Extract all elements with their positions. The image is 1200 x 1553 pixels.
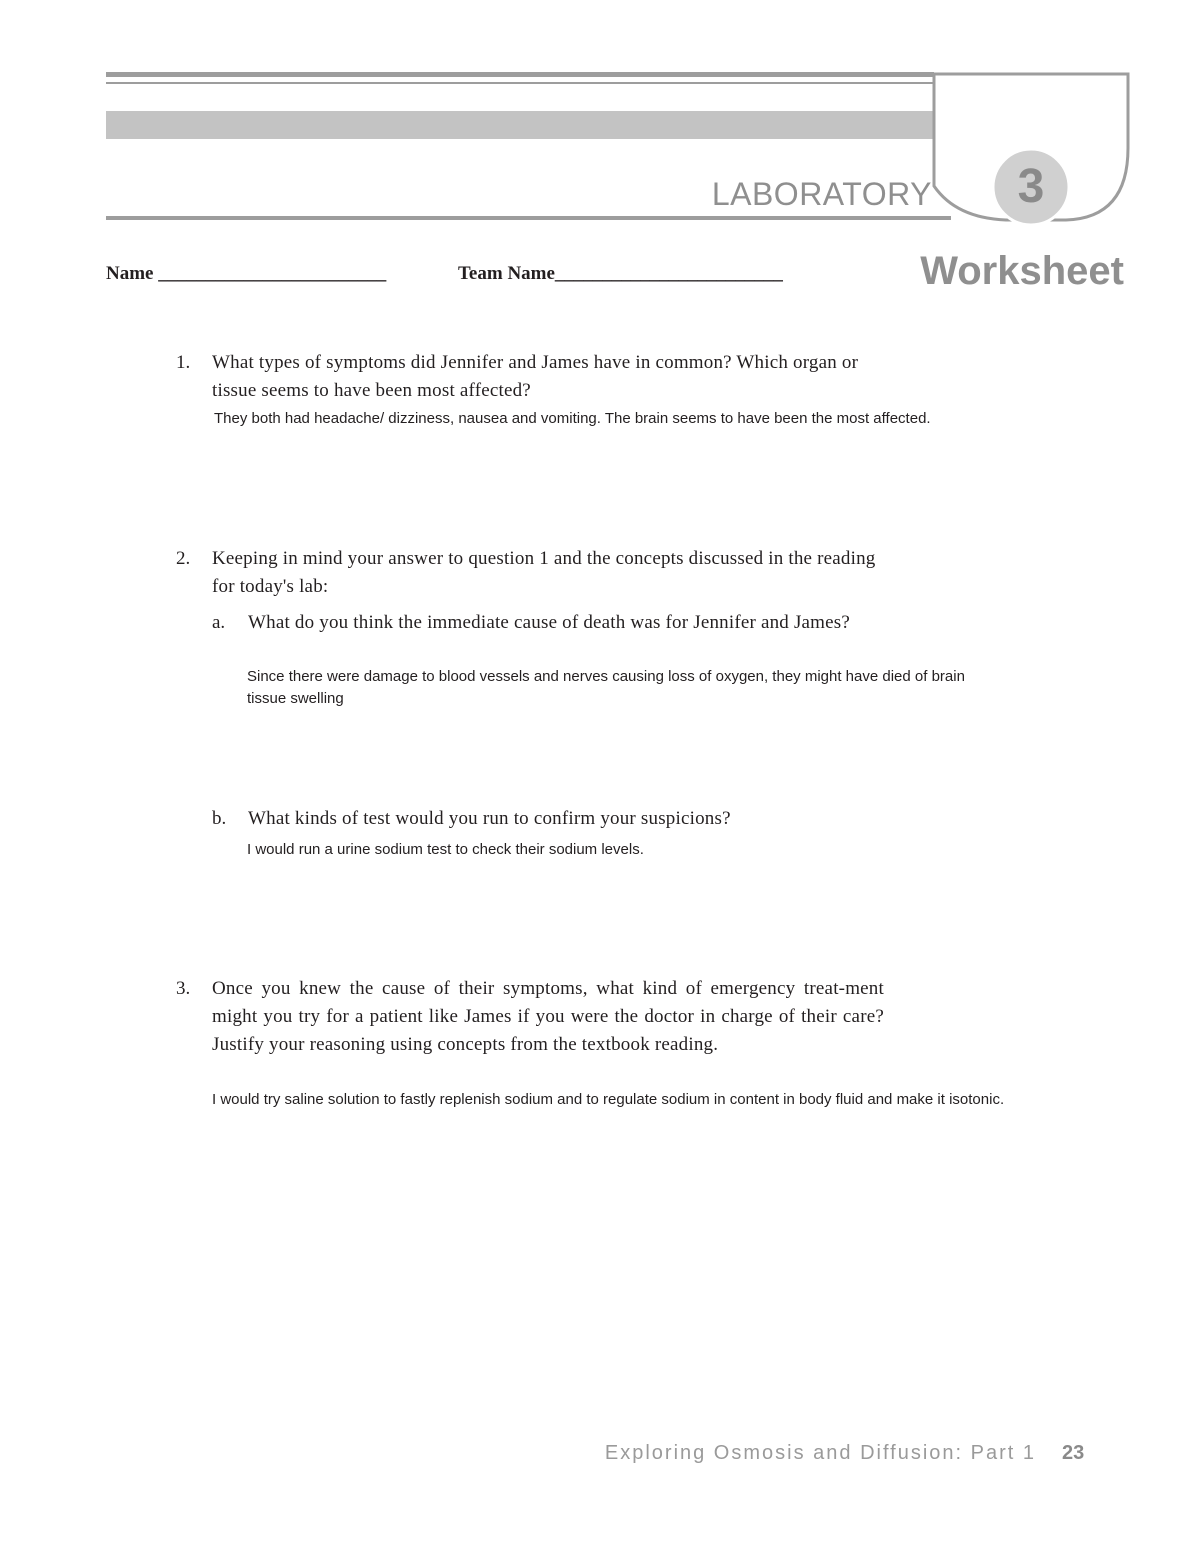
question-3-text: Once you knew the cause of their symptoms, what kind of emergency treat-ment might you try for a patient like James if you were the doctor in charge of their care? Justify your reasoning using concepts from the textbook reading. [212, 978, 884, 1055]
question-1-number: 1. [176, 352, 191, 373]
question-2b-text: What kinds of test would you run to confirm your suspicions? [248, 808, 731, 829]
question-3-number: 3. [176, 978, 191, 999]
question-2b-letter: b. [212, 808, 227, 829]
laboratory-label: LABORATORY [711, 176, 932, 212]
header-gray-band [106, 111, 934, 139]
question-2b-answer[interactable]: I would run a urine sodium test to check their sodium levels. [247, 841, 644, 858]
question-2-text: Keeping in mind your answer to question 1 and the concepts discussed in the reading for today's lab: [212, 548, 876, 597]
question-2a-answer[interactable]: Since there were damage to blood vessels and nerves causing loss of oxygen, they might have died of brain tissue swelling [247, 668, 965, 707]
name-field-label[interactable]: Name ________________________ [106, 263, 387, 284]
team-name-field-label[interactable]: Team Name________________________ [458, 263, 783, 284]
lab-number: 3 [1017, 160, 1045, 213]
question-1-text: What types of symptoms did Jennifer and James have in common? Which organ or tissue seems to have been most affected? [212, 352, 859, 401]
question-2a-letter: a. [212, 612, 226, 633]
header-rule-thick [106, 72, 934, 77]
question-3-answer[interactable]: I would try saline solution to fastly replenish sodium and to regulate sodium in content in body fluid and make it isotonic. [212, 1091, 1005, 1108]
footer-title: Exploring Osmosis and Diffusion: Part 1 [604, 1442, 1036, 1464]
question-1-answer[interactable]: They both had headache/ dizziness, nausea and vomiting. The brain seems to have been the most affected. [214, 410, 931, 427]
question-2a-text: What do you think the immediate cause of death was for Jennifer and James? [248, 612, 851, 633]
header-rule-thin [106, 82, 934, 84]
question-2-number: 2. [176, 548, 191, 569]
worksheet-title: Worksheet [920, 249, 1124, 293]
footer-page-number: 23 [1062, 1442, 1085, 1464]
